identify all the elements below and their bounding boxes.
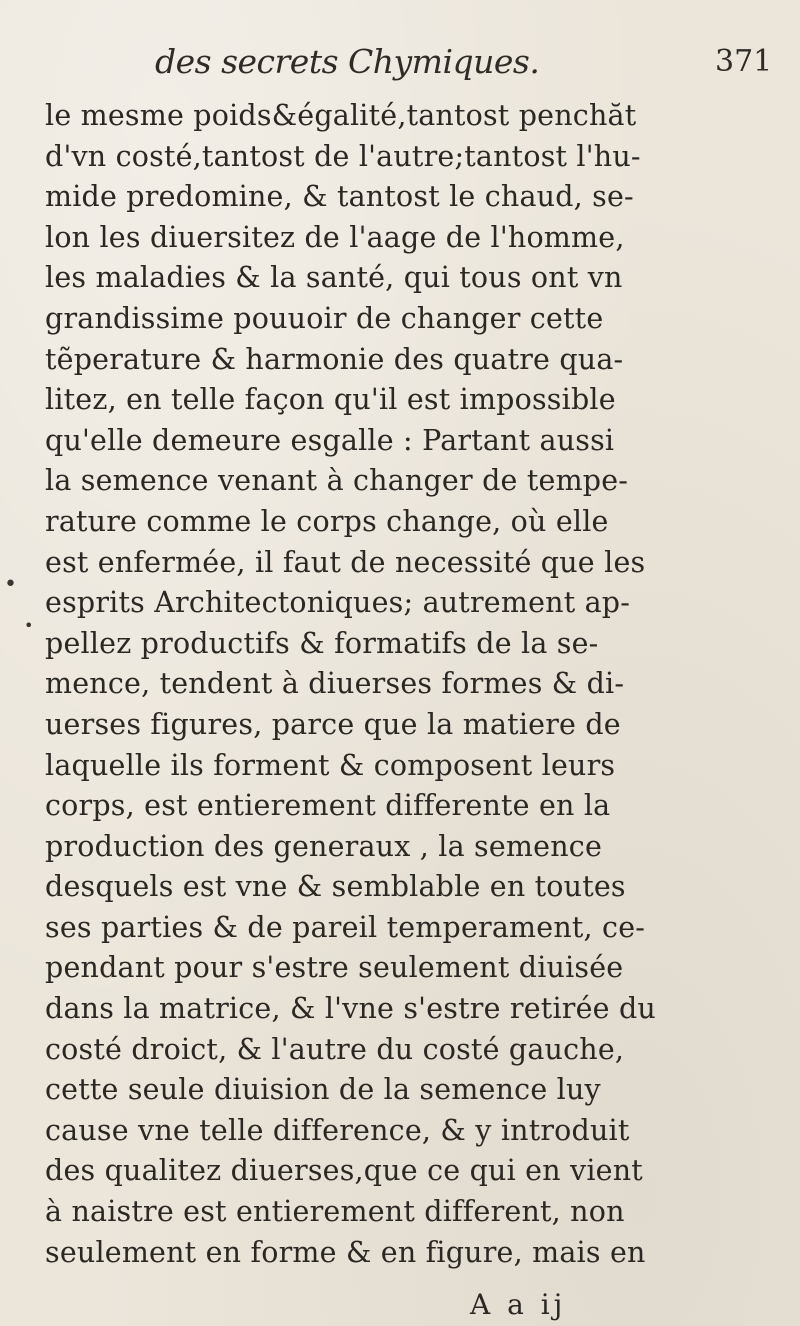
signature-mark: A a ij	[470, 1288, 567, 1321]
running-title: des secrets Chymiques.	[155, 42, 540, 81]
text-line: à naistre est entierement different, non	[45, 1195, 625, 1229]
text-line: le mesme poids&égalité,tantost penchăt	[45, 99, 637, 132]
text-line: cette seule diuision de la semence luy	[45, 1073, 601, 1107]
text-line: mence, tendent à diuerses formes & di-	[45, 667, 625, 701]
text-line: rature comme le corps change, où elle	[45, 504, 609, 538]
text-line: ses parties & de pareil temperament, ce-	[45, 910, 646, 944]
text-line: dans la matrice, & l'vne s'estre retirée du	[45, 992, 656, 1026]
text-line: corps, est entierement differente en la	[45, 789, 611, 823]
text-line: mide predomine, & tantost le chaud, se-	[45, 180, 634, 214]
text-line: litez, en telle façon qu'il est impossible	[45, 383, 616, 417]
page-header	[0, 38, 800, 98]
text-line: laquelle ils forment & composent leurs	[45, 748, 616, 782]
text-line: production des generaux , la semence	[45, 829, 603, 863]
text-line: d'vn costé,tantost de l'autre;tantost l'hu-	[45, 139, 641, 173]
text-line: qu'elle demeure esgalle : Partant aussi	[45, 423, 615, 457]
text-line: la semence venant à changer de tempe-	[45, 464, 629, 498]
text-line: cause vne telle difference, & y introduit	[45, 1113, 630, 1147]
text-line: les maladies & la santé, qui tous ont vn	[45, 261, 623, 295]
text-line: esprits Architectoniques; autrement ap-	[45, 586, 631, 620]
body-text	[45, 96, 785, 1273]
margin-bullet-mark: •	[4, 572, 17, 597]
text-line: desquels est vne & semblable en toutes	[45, 870, 626, 904]
text-line: tẽperature & harmonie des quatre qua-	[45, 342, 624, 376]
text-line: lon les diuersitez de l'aage de l'homme,	[45, 220, 625, 254]
page-number: 371	[715, 44, 773, 79]
text-line: est enfermée, il faut de necessité que les	[45, 545, 646, 579]
text-line: seulement en forme & en figure, mais en	[45, 1235, 646, 1269]
text-line: uerses figures, parce que la matiere de	[45, 707, 621, 741]
text-line: des qualitez diuerses,que ce qui en vient	[45, 1154, 643, 1188]
text-line: pellez productifs & formatifs de la se-	[45, 626, 599, 660]
text-line: pendant pour s'estre seulement diuisée	[45, 951, 624, 985]
text-line: costé droict, & l'autre du costé gauche,	[45, 1032, 625, 1066]
text-line: grandissime pouuoir de changer cette	[45, 301, 604, 335]
margin-dot-mark: •	[24, 616, 34, 635]
